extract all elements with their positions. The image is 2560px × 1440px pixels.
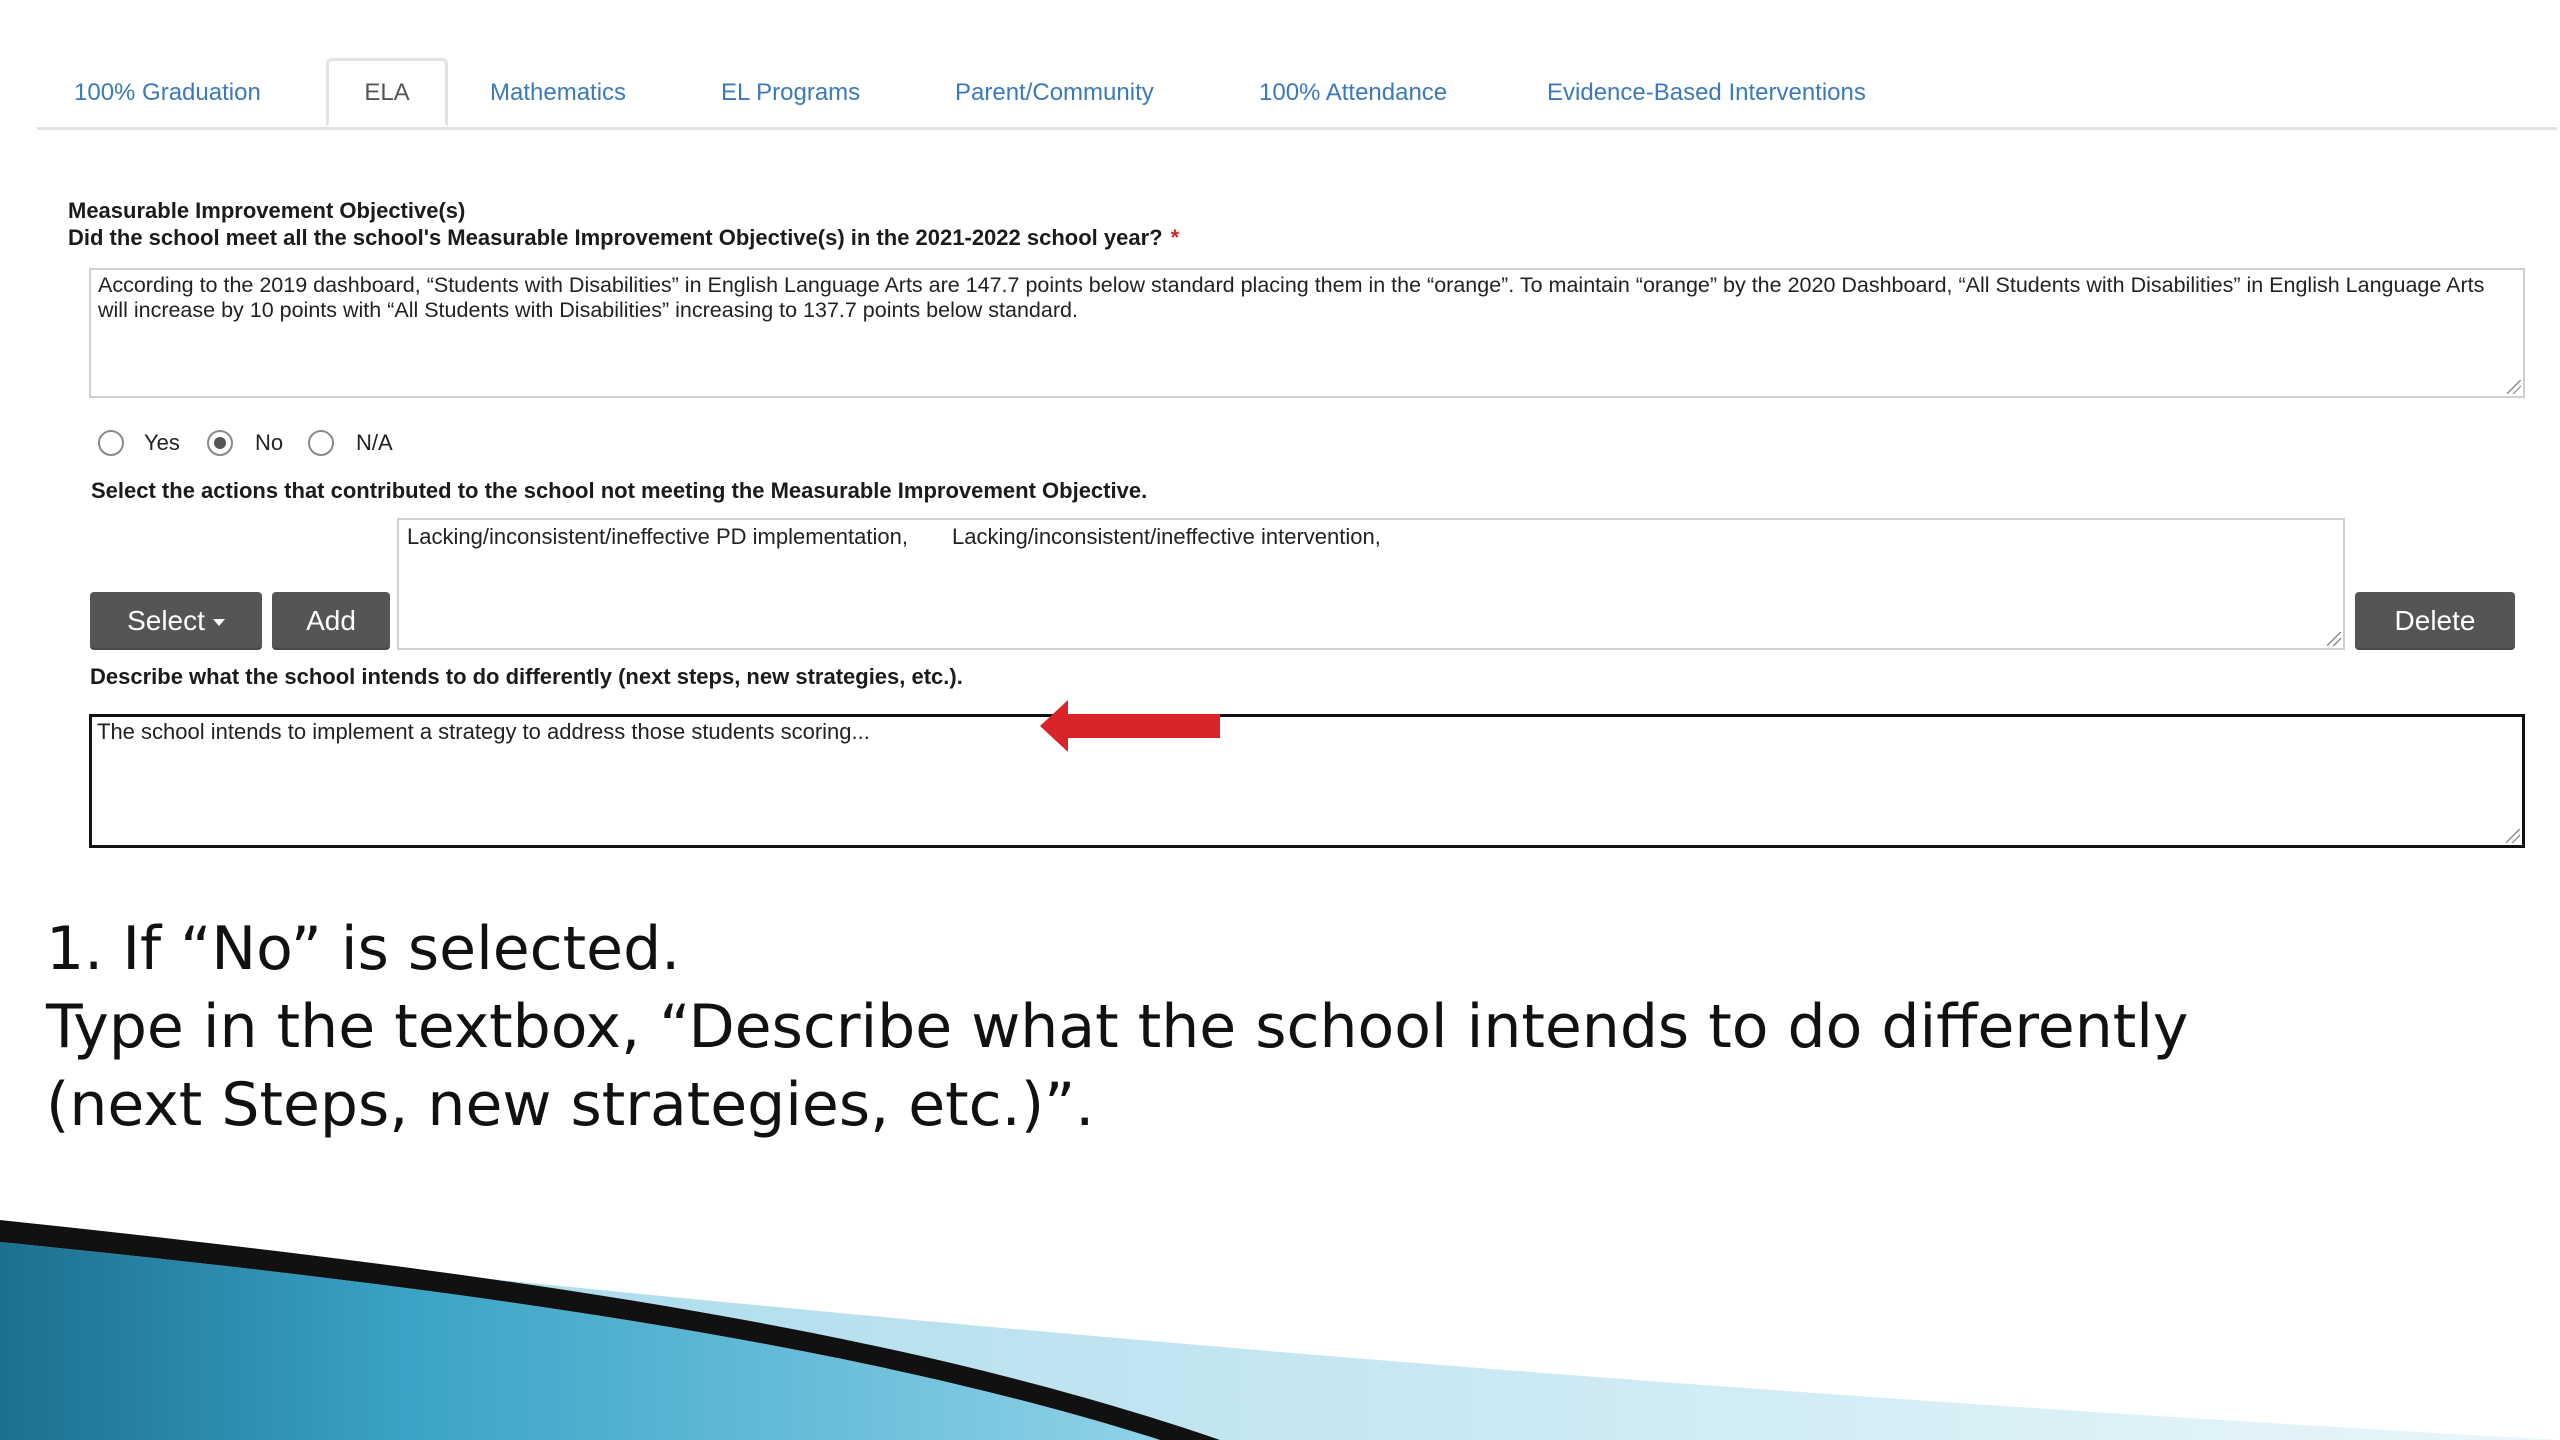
delete-button[interactable]: Delete: [2355, 592, 2515, 650]
objective-text: According to the 2019 dashboard, “Students with Disabilities” in English Language Arts are 147.7 points below standard placing them in the “orange”. To maintain “orange” by the 2020 Dashboard, “All Students with Disabilities” in English Language Arts will increase by 10 points with “All Students with Disabilities” increasing to 137.7 points below standard.: [98, 273, 2485, 322]
actions-prompt: Select the actions that contributed to the school not meeting the Measurable Improvement Objective.: [91, 478, 1148, 503]
radio-na-label: N/A: [356, 430, 393, 455]
radio-no[interactable]: [207, 430, 233, 456]
describe-textarea[interactable]: [89, 714, 2525, 848]
describe-text: The school intends to implement a strategy to address those students scoring...: [97, 719, 870, 744]
required-marker: *: [1170, 225, 1180, 250]
objective-heading: Measurable Improvement Objective(s): [68, 198, 466, 223]
tab-100-graduation[interactable]: 100% Graduation: [74, 79, 261, 106]
instruction-line-3: (next Steps, new strategies, etc.)”.: [46, 1070, 1095, 1140]
selected-action-item: Lacking/inconsistent/ineffective intervention,: [951, 524, 1381, 549]
red-arrow-icon: [1040, 696, 1225, 756]
instructions: [46, 910, 2526, 1144]
objective-question-text: Did the school meet all the school's Measurable Improvement Objective(s) in the 2021-2022 school year?: [68, 225, 1163, 250]
radio-no-label: No: [255, 430, 284, 455]
tab-parent-community[interactable]: Parent/Community: [955, 79, 1154, 106]
radio-na[interactable]: [308, 430, 334, 456]
resize-grip-icon[interactable]: [2506, 829, 2520, 843]
add-button[interactable]: Add: [272, 592, 390, 650]
select-dropdown-button[interactable]: [90, 592, 262, 650]
tab-ela[interactable]: ELA: [326, 58, 448, 127]
tab-evidence-based-interventions[interactable]: Evidence-Based Interventions: [1547, 79, 1866, 106]
resize-grip-icon[interactable]: [2327, 632, 2341, 646]
selected-action-item: Lacking/inconsistent/ineffective PD implementation,: [407, 524, 908, 549]
radio-yes[interactable]: [98, 430, 124, 456]
caret-down-icon: [213, 619, 225, 626]
selected-actions-list[interactable]: [397, 518, 2345, 650]
select-button-label: Select: [127, 605, 205, 636]
instruction-line-1: 1. If “No” is selected.: [46, 914, 681, 984]
instruction-line-2: Type in the textbox, “Describe what the school intends to do differently: [46, 992, 2189, 1062]
objective-textarea[interactable]: [89, 268, 2525, 398]
tab-100-attendance[interactable]: 100% Attendance: [1259, 79, 1448, 106]
radio-yes-label: Yes: [144, 430, 180, 455]
tab-mathematics[interactable]: Mathematics: [490, 79, 627, 106]
decorative-swoosh: [0, 1220, 2560, 1440]
tab-bar: [37, 58, 2557, 130]
tab-el-programs[interactable]: EL Programs: [721, 79, 861, 106]
describe-prompt: Describe what the school intends to do differently (next steps, new strategies, etc.).: [90, 664, 963, 689]
objective-question: [68, 225, 1179, 251]
resize-grip-icon[interactable]: [2507, 380, 2521, 394]
